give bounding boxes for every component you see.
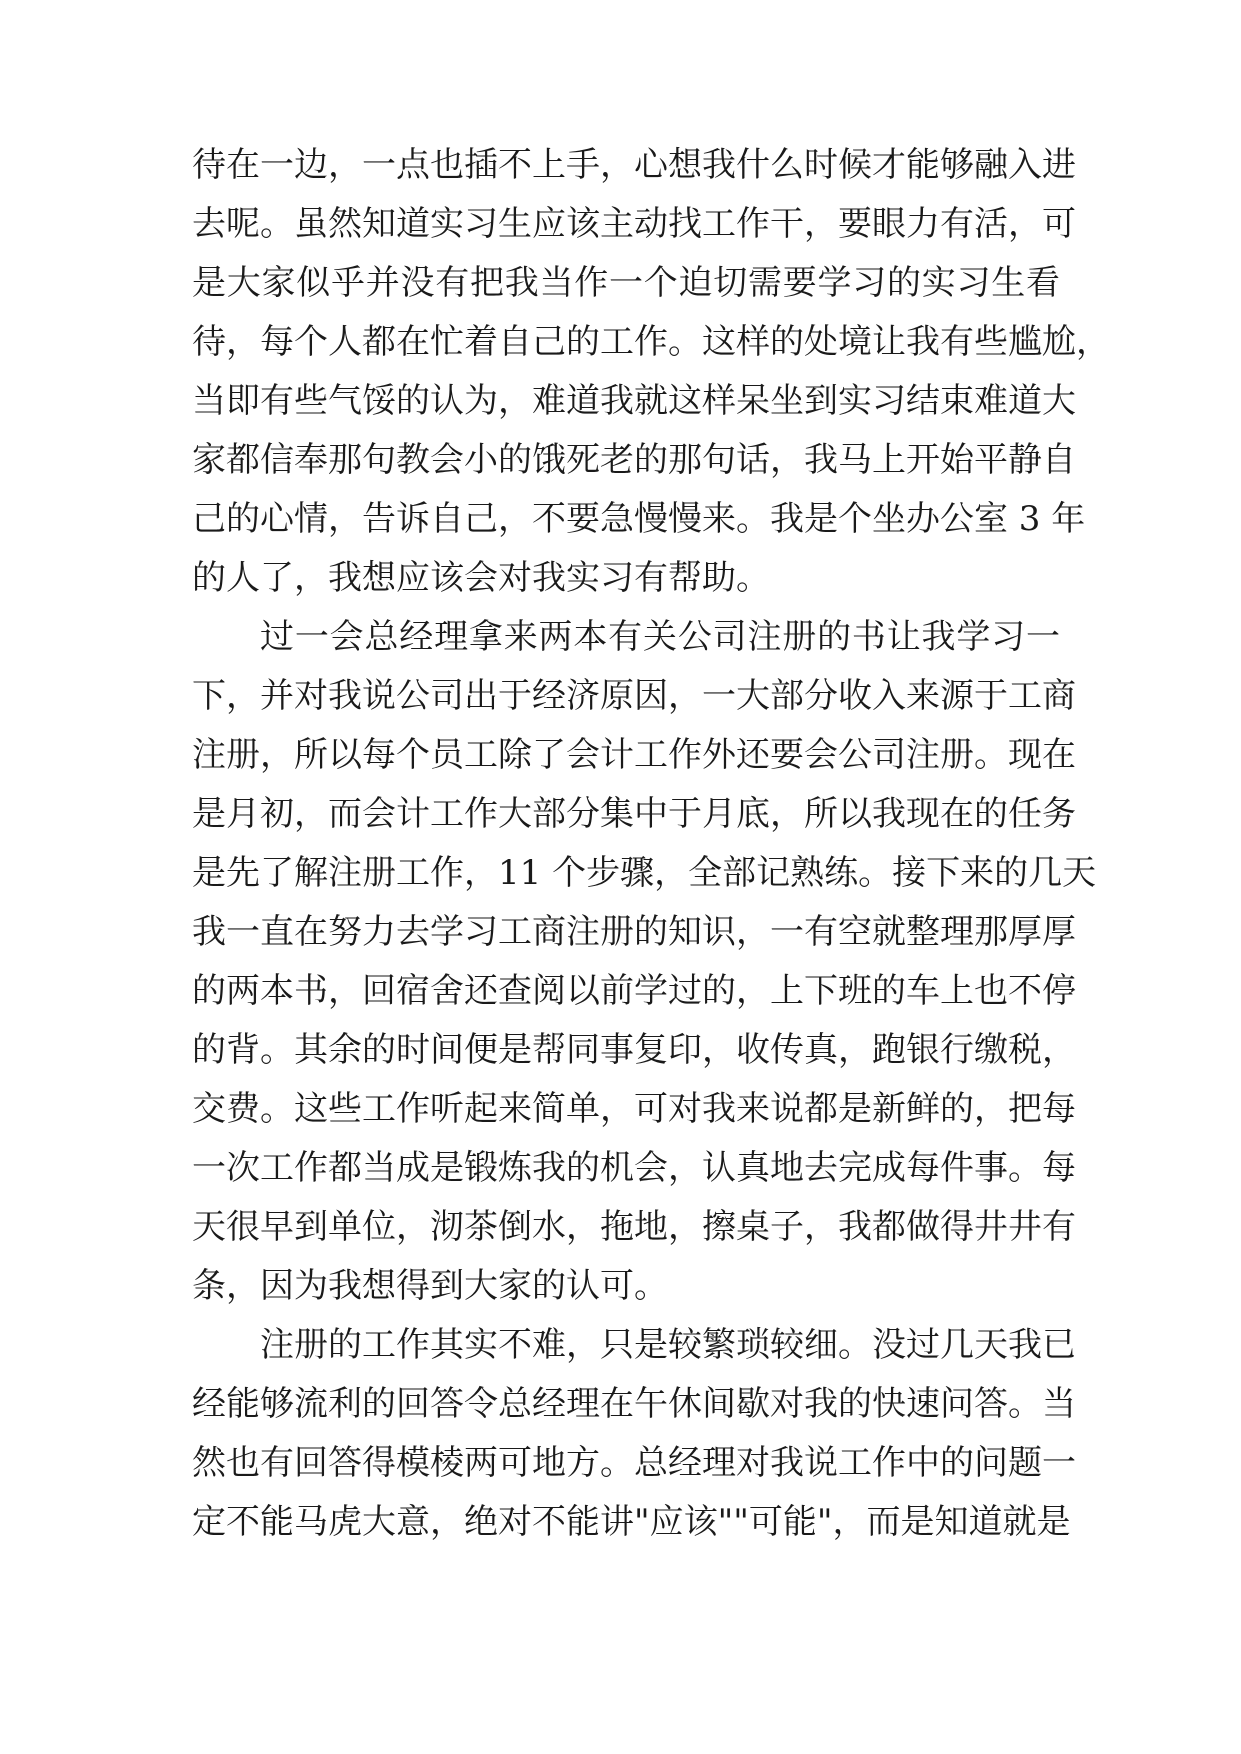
text-line: 交费。这些工作听起来简单，可对我来说都是新鲜的，把每 <box>192 1089 1076 1129</box>
text-line: 的人了，我想应该会对我实习有帮助。 <box>192 558 770 598</box>
text-line: 当即有些气馁的认为，难道我就这样呆坐到实习结束难道大 <box>192 381 1076 421</box>
text-line: 经能够流利的回答令总经理在午休间歇对我的快速问答。当 <box>192 1384 1076 1424</box>
text-line: 天很早到单位，沏茶倒水，拖地，擦桌子，我都做得井井有 <box>192 1207 1076 1247</box>
text-line: 条，因为我想得到大家的认可。 <box>192 1266 668 1306</box>
paragraph-2 <box>192 608 1097 1316</box>
text-line: 家都信奉那句教会小的饿死老的那句话，我马上开始平静自 <box>192 440 1076 480</box>
text-line: 待，每个人都在忙着自己的工作。这样的处境让我有些尴尬， <box>192 322 1110 362</box>
text-line: 的两本书，回宿舍还查阅以前学过的，上下班的车上也不停 <box>192 971 1076 1011</box>
paragraph-3 <box>192 1316 1076 1552</box>
text-line: 我一直在努力去学习工商注册的知识，一有空就整理那厚厚 <box>192 912 1076 952</box>
text-line: 下，并对我说公司出于经济原因，一大部分收入来源于工商 <box>192 676 1076 716</box>
text-line: 注册，所以每个员工除了会计工作外还要会公司注册。现在 <box>192 735 1076 775</box>
text-line: 是大家似乎并没有把我当作一个迫切需要学习的实习生看 <box>192 263 1060 303</box>
text-line: 是先了解注册工作，11 个步骤，全部记熟练。接下来的几天 <box>192 853 1097 893</box>
text-line: 的背。其余的时间便是帮同事复印，收传真，跑银行缴税， <box>192 1030 1076 1070</box>
text-line: 一次工作都当成是锻炼我的机会，认真地去完成每件事。每 <box>192 1148 1076 1188</box>
text-line: 注册的工作其实不难，只是较繁琐较细。没过几天我已 <box>260 1325 1076 1365</box>
text-line: 定不能马虎大意，绝对不能讲"应该""可能"，而是知道就是 <box>192 1502 1071 1542</box>
text-line: 过一会总经理拿来两本有关公司注册的书让我学习一 <box>260 617 1060 657</box>
paragraph-1 <box>192 136 1110 608</box>
text-line: 待在一边，一点也插不上手，心想我什么时候才能够融入进 <box>192 145 1076 185</box>
document-page <box>192 136 1110 1552</box>
text-line: 己的心情，告诉自己，不要急慢慢来。我是个坐办公室 3 年 <box>192 499 1086 539</box>
text-line: 然也有回答得模棱两可地方。总经理对我说工作中的问题一 <box>192 1443 1076 1483</box>
text-line: 是月初，而会计工作大部分集中于月底，所以我现在的任务 <box>192 794 1076 834</box>
text-line: 去呢。虽然知道实习生应该主动找工作干，要眼力有活，可 <box>192 204 1076 244</box>
